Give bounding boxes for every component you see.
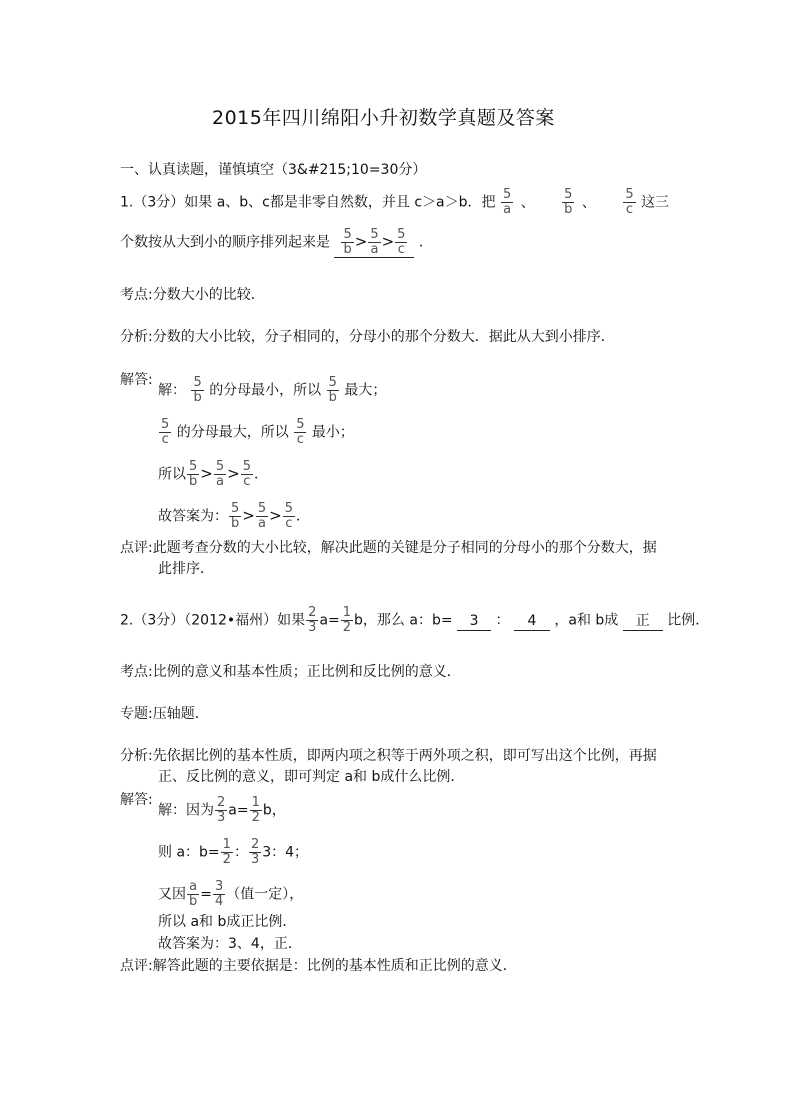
q1-answer-blank: $\frac{5}{b}$ > $\frac{5}{a}$ > $\frac{5}{c}$	[334, 228, 414, 258]
q1-solution-step2: $\frac{5}{c}$ 的分母最大，所以 $\frac{5}{c}$ 最小；	[161, 417, 354, 447]
q2-jieda-label: 解答:	[120, 792, 153, 808]
q2-fenxi-line1: 分析:先依据比例的基本性质，即两内项之积等于两外项之积，即可写出这个比例，再据	[120, 748, 657, 764]
q2-stem: 2.（3分）（2012•福州）如果 $\frac{2}{3}$ a= $\frac{1}{2}$ b，那么 a：b= 3 ： 4 ，a和 b成 正 比例．	[120, 605, 710, 635]
q2-dianping: 点评:解答此题的主要依据是：比例的基本性质和正比例的意义．	[120, 958, 517, 974]
fraction-5-b: $\frac{5}{b}$	[564, 187, 573, 217]
q1-solution-step3: 所以 $\frac{5}{b}$ > $\frac{5}{a}$ > $\frac{5}{c}$ ．	[158, 459, 268, 489]
q2-fenxi-line2: 正、反比例的意义，即可判定 a和 b成什么比例．	[158, 769, 465, 785]
q1-line2-text: 个数按从大到小的顺序排列起来是	[120, 234, 330, 251]
q2-solution-step2: 则 a：b= $\frac{1}{2}$ ： $\frac{2}{3}$ 3：4；	[158, 837, 309, 867]
q2-answer-blank-3: 正	[623, 612, 663, 631]
fraction-5-a: $\frac{5}{a}$	[502, 187, 512, 217]
q1-stem-line2	[120, 228, 433, 258]
q1-stem-line1	[120, 188, 669, 217]
q2-solution-step4: 所以 a和 b成正比例．	[158, 914, 297, 930]
q2-zhuanti: 专题:压轴题．	[120, 706, 209, 722]
section-heading: 一、认真读题，谨慎填空（3&#215;10=30分）	[120, 162, 427, 178]
q2-solution-step3: 又因 $\frac{a}{b}$ = $\frac{3}{4}$ （值一定），	[158, 879, 304, 909]
q2-solution-answer: 故答案为：3、4，正．	[158, 936, 302, 952]
q2-solution-step1: 解：因为 $\frac{2}{3}$ a= $\frac{1}{2}$ b，	[158, 795, 286, 825]
page-title: 2015年四川绵阳小升初数学真题及答案	[212, 107, 555, 129]
q2-answer-blank-1: 3	[457, 612, 491, 631]
q1-solution-answer: 故答案为： $\frac{5}{b}$ > $\frac{5}{a}$ > $\frac{5}{c}$ ．	[158, 501, 310, 531]
q1-dianping-line2: 此排序．	[158, 561, 214, 577]
separator: 、	[520, 194, 535, 211]
period: ．	[418, 234, 433, 251]
separator: 、	[581, 194, 596, 211]
q2-kaodian: 考点:比例的意义和基本性质；正比例和反比例的意义．	[120, 664, 461, 680]
q1-kaodian: 考点:分数大小的比较．	[120, 287, 265, 303]
q1-prefix: 1.（3分）如果 a、b、c都是非零自然数，并且 c＞a＞b．把	[120, 194, 496, 211]
q1-fenxi: 分析:分数的大小比较，分子相同的，分母小的那个分数大．据此从大到小排序．	[120, 329, 615, 345]
fraction-5-c: $\frac{5}{c}$	[625, 187, 634, 217]
q1-dianping-line1: 点评:此题考查分数的大小比较，解决此题的关键是分子相同的分母小的那个分数大，据	[120, 540, 657, 556]
q1-tail: 这三	[641, 194, 670, 211]
q1-solution-step1: 解： $\frac{5}{b}$ 的分母最小，所以 $\frac{5}{b}$ 最大；	[158, 375, 387, 405]
q1-jieda-label: 解答:	[120, 372, 153, 388]
q2-answer-blank-2: 4	[514, 612, 550, 631]
